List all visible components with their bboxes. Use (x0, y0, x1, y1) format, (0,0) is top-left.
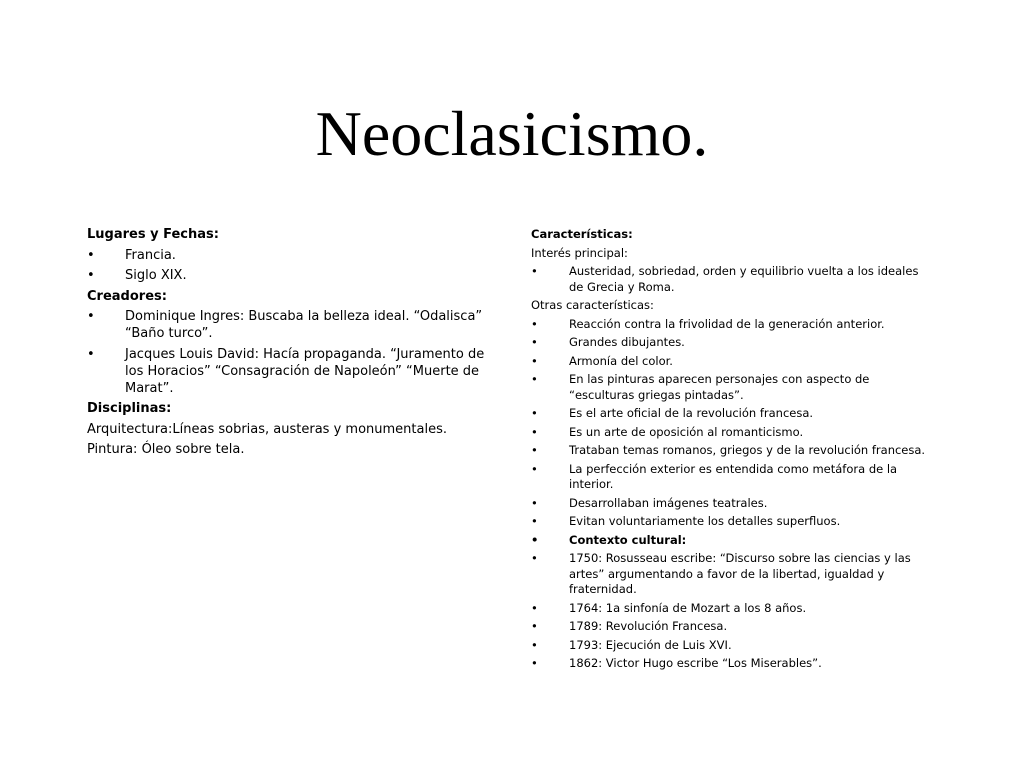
caracteristicas-heading: Características: (531, 227, 633, 241)
list-item-text: Es un arte de oposición al romanticismo. (569, 424, 804, 439)
list-item-text: Austeridad, sobriedad, orden y equilibrio vuelta a los ideales de Grecia y Roma. (569, 264, 919, 294)
bullet-icon: • (531, 424, 538, 439)
list-item-text: Trataban temas romanos, griegos y de la revolución francesa. (569, 443, 926, 457)
left-column (87, 226, 487, 462)
list-item-text: Evitan voluntariamente los detalles superfluos. (569, 514, 841, 528)
otras-list (531, 317, 936, 672)
list-item-text: 1764: 1a sinfonía de Mozart a los 8 años. (569, 600, 807, 615)
list-item (531, 551, 936, 598)
list-item-text: 1789: Revolución Francesa. (569, 619, 728, 633)
list-item-text: En las pinturas aparecen personajes con aspecto de “esculturas griegas pintadas”. (569, 372, 870, 402)
interes-list (531, 264, 936, 295)
list-item-text: Dominique Ingres: Buscaba la belleza ideal. “Odalisca” “Baño turco”. (125, 309, 483, 341)
right-column (531, 227, 936, 675)
bullet-icon: • (531, 600, 538, 615)
bullet-icon: • (531, 335, 538, 349)
list-item (531, 443, 936, 459)
bullet-icon: • (531, 495, 538, 510)
bullet-icon: • (531, 443, 538, 457)
creadores-list (87, 308, 487, 397)
pintura-text: Pintura: Óleo sobre tela. (87, 442, 245, 457)
list-item-text: La perfección exterior es entendida como metáfora de la interior. (569, 461, 898, 491)
interes-label: Interés principal: (531, 245, 628, 260)
list-item (531, 425, 936, 441)
contexto-heading-item (531, 533, 936, 549)
list-item (531, 619, 936, 635)
slide-title: Neoclasicismo. (315, 98, 709, 169)
list-item (531, 462, 936, 493)
list-item-text: Armonía del color. (569, 353, 673, 368)
list-item (531, 317, 936, 333)
list-item (531, 372, 936, 403)
lugares-list (87, 247, 487, 285)
otras-label: Otras características: (531, 298, 654, 312)
list-item-text: Siglo XIX. (125, 268, 187, 283)
bullet-icon: • (531, 619, 538, 633)
list-item-text: 1793: Ejecución de Luis XVI. (569, 637, 732, 652)
list-item (531, 406, 936, 422)
bullet-icon: • (531, 514, 538, 528)
bullet-icon: • (87, 247, 95, 263)
bullet-icon: • (531, 461, 538, 476)
bullet-icon: • (531, 372, 538, 386)
bullet-icon: • (531, 532, 539, 547)
bullet-icon: • (87, 346, 95, 362)
arquitectura-text: Arquitectura:Líneas sobrias, austeras y monumentales. (87, 421, 447, 437)
list-item-text: Reacción contra la frivolidad de la generación anterior. (569, 316, 885, 331)
bullet-icon: • (87, 309, 95, 324)
list-item (531, 514, 936, 530)
bullet-icon: • (531, 353, 538, 368)
bullet-icon: • (531, 656, 538, 670)
list-item-text: Jacques Louis David: Hacía propaganda. “Juramento de los Horacios” “Consagración de Napoleón” “Muerte de Marat”. (125, 346, 485, 396)
creadores-heading: Creadores: (87, 288, 167, 304)
list-item-text: 1750: Rosusseau escribe: “Discurso sobre las ciencias y las artes” argumentando a favor de la libertad, igualdad y fraternidad. (569, 551, 911, 596)
list-item (531, 264, 936, 295)
bullet-icon: • (87, 268, 95, 283)
bullet-icon: • (531, 264, 538, 278)
bullet-icon: • (531, 316, 538, 331)
list-item (87, 308, 487, 342)
list-item (531, 656, 936, 672)
list-item (87, 247, 487, 264)
list-item (87, 267, 487, 284)
list-item (531, 335, 936, 351)
list-item (531, 601, 936, 617)
list-item (531, 496, 936, 512)
list-item (531, 638, 936, 654)
bullet-icon: • (531, 637, 538, 652)
list-item-text: Es el arte oficial de la revolución francesa. (569, 406, 814, 420)
list-item-text: Desarrollaban imágenes teatrales. (569, 495, 768, 510)
list-item-text: Grandes dibujantes. (569, 335, 685, 349)
contexto-heading: Contexto cultural: (569, 532, 687, 547)
disciplinas-heading: Disciplinas: (87, 401, 172, 416)
list-item (87, 346, 487, 397)
bullet-icon: • (531, 406, 538, 420)
list-item (531, 354, 936, 370)
list-item-text: 1862: Victor Hugo escribe “Los Miserables”. (569, 656, 822, 670)
list-item-text: Francia. (125, 247, 176, 263)
bullet-icon: • (531, 551, 538, 565)
lugares-heading: Lugares y Fechas: (87, 227, 219, 242)
